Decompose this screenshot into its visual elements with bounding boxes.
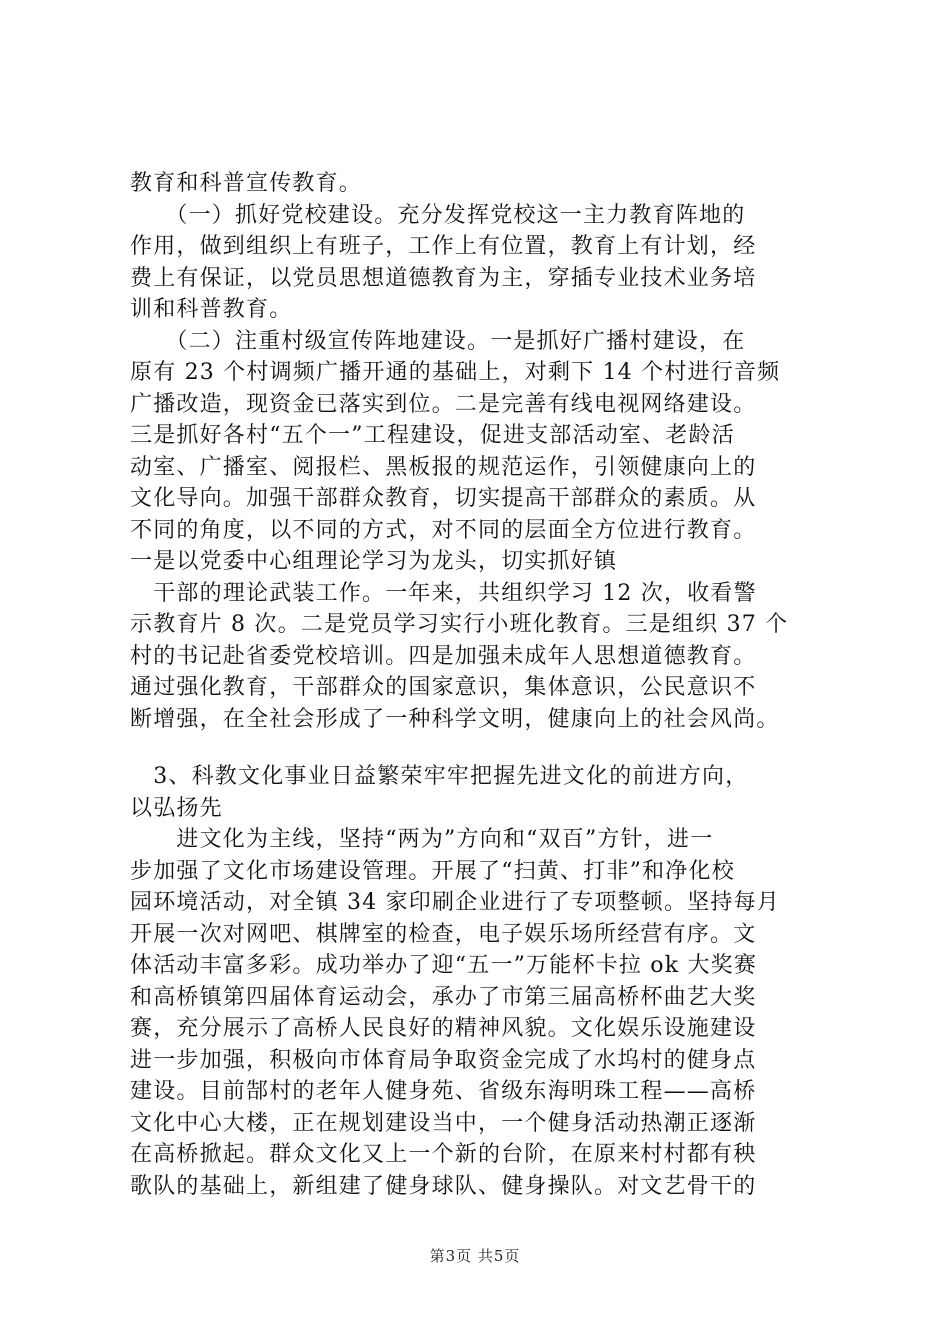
section-heading-line: 3、科教文化事业日益繁荣牢牢把握先进文化的前进方向， <box>130 764 749 789</box>
text-line: 作用，做到组织上有班子，工作上有位置，教育上有计划，经 <box>130 234 757 259</box>
section-gap <box>130 735 830 761</box>
text-line: 在高桥掀起。群众文化又上一个新的台阶，在原来村村都有秧 <box>130 1142 757 1167</box>
text-line: （一）抓好党校建设。充分发挥党校这一主力教育阵地的 <box>130 202 746 228</box>
text-line: 和高桥镇第四届体育运动会，承办了市第三届高桥杯曲艺大奖 <box>130 984 757 1010</box>
text-line: 不同的角度，以不同的方式，对不同的层面全方位进行教育。 <box>130 517 757 543</box>
text-line: 三是抓好各村“五个一”工程建设，促进支部活动室、老龄活 <box>130 423 735 448</box>
text-line: 一是以党委中心组理论学习为龙头，切实抓好镇 <box>130 549 618 574</box>
text-line: 进一步加强，积极向市体育局争取资金完成了水坞村的健身点 <box>130 1047 757 1073</box>
page-footer <box>0 1245 950 1266</box>
text-line: 广播改造，现资金已落实到位。二是完善有线电视网络建设。 <box>130 391 757 417</box>
text-line: 赛，充分展示了高桥人民良好的精神风貌。文化娱乐设施建设 <box>130 1016 757 1041</box>
text-line: 园环境活动，对全镇 34 家印刷企业进行了专项整顿。坚持每月 <box>130 890 780 915</box>
page-number: 第3页 共5页 <box>429 1247 521 1265</box>
text-line: 干部的理论武装工作。一年来，共组织学习 12 次，收看警 <box>130 580 757 606</box>
text-line: 村的书记赴省委党校培训。四是加强未成年人思想道德教育。 <box>130 643 757 669</box>
document-body <box>130 168 830 1202</box>
text-line: 以弘扬先 <box>130 795 223 821</box>
text-line: 动室、广播室、阅报栏、黑板报的规范运作，引领健康向上的 <box>130 454 757 480</box>
text-line: 开展一次对网吧、棋牌室的检查，电子娱乐场所经营有序。文 <box>130 921 757 947</box>
text-line: 示教育片 8 次。二是党员学习实行小班化教育。三是组织 37 个 <box>130 612 789 637</box>
text-line: 文化导向。加强干部群众教育，切实提高干部群众的素质。从 <box>130 486 757 511</box>
text-line: （二）注重村级宣传阵地建设。一是抓好广播村建设，在 <box>130 328 746 354</box>
text-line: 建设。目前郜村的老年人健身苑、省级东海明珠工程——高桥 <box>130 1079 757 1104</box>
text-line: 文化中心大楼，正在规划建设当中，一个健身活动热潮正逐渐 <box>130 1110 757 1136</box>
text-line: 费上有保证，以党员思想道德教育为主，穿插专业技术业务培 <box>130 265 757 291</box>
text-line: 步加强了文化市场建设管理。开展了“扫黄、打非”和净化校 <box>130 858 735 884</box>
text-line: 歌队的基础上，新组建了健身球队、健身操队。对文艺骨干的 <box>130 1173 757 1199</box>
text-line: 进文化为主线，坚持“两为”方向和“双百”方针，进一 <box>130 827 714 852</box>
text-line: 原有 23 个村调频广播开通的基础上，对剩下 14 个村进行音频 <box>130 360 781 385</box>
text-line: 体活动丰富多彩。成功举办了迎“五一”万能杯卡拉 ok 大奖赛 <box>130 953 758 978</box>
text-line: 教育和科普宣传教育。 <box>130 171 363 196</box>
text-line: 断增强，在全社会形成了一种科学文明，健康向上的社会风尚。 <box>130 706 780 732</box>
text-line: 训和科普教育。 <box>130 297 293 322</box>
text-line: 通过强化教育，干部群众的国家意识，集体意识，公民意识不 <box>130 675 757 700</box>
